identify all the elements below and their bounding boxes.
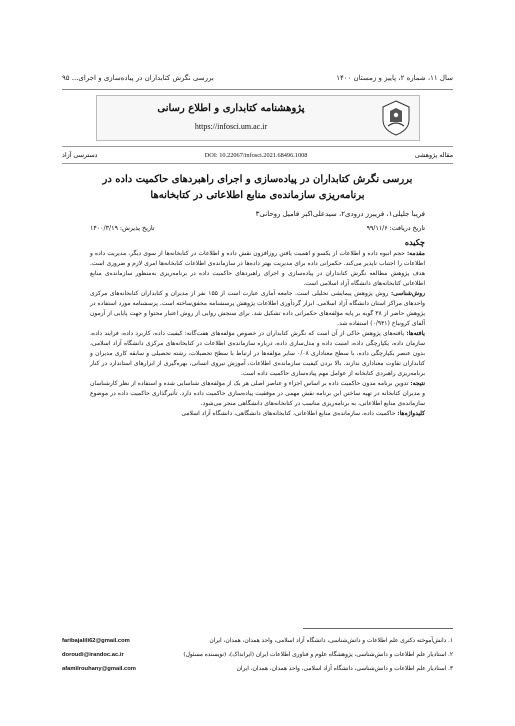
open-access-label: دسترسی آزاد xyxy=(62,151,98,159)
article-dates xyxy=(90,225,425,232)
short-title-page: بررسی نگرش کتابداران در پیاده‌سازی و اجرای... ۹۵ xyxy=(62,74,214,82)
abstract-introduction xyxy=(90,249,425,289)
article-title-line-2: برنامه‌ریزی سازمانده‌ی منابع اطلاعاتی در کتابخانه‌ها xyxy=(150,190,365,201)
journal-title: پژوهشنامه کتابداری و اطلاع رسانی xyxy=(157,103,305,114)
author-email-link[interactable]: afamilrouhany@gmail.com xyxy=(62,666,136,672)
findings-label: یافته‌ها: xyxy=(406,330,425,337)
abstract-heading: چکیده xyxy=(404,237,425,247)
keywords-label: کلیدواژه‌ها: xyxy=(397,410,425,417)
footnote-item xyxy=(62,648,453,662)
accepted-date: تاریخ پذیرش: ۱۴۰۰/۳/۱۹ xyxy=(90,225,155,232)
journal-url[interactable]: https://infosci.um.ac.ir xyxy=(194,122,268,131)
abstract-body xyxy=(90,249,425,419)
findings-text: یافته‌های پژوهش حاکی از آن است که نگرش کتابداران در خصوص مؤلفه‌های هفت‌گانه: کیفیت داده، کاربرد داده، فرایند داده، سازمان داده، یکپارچگی داده، امنیت داده و مدل‌سازی داده، درباره سازمانده‌ی اطلاعات در کتابخانه‌های مرکزی دانشگاه آزاد اسلامی، بدون عنصر یکپارچگی داده، با سطح معناداری ۰/۰۸ سایر مؤلفه‌ها در ارتباط با سطح تحصیلات، رشته تحصیلی و سابقه کاری مدیران و کتابداران تفاوت معناداری ندارند. بالا بردن کیفیت سازمانده‌ی اطلاعات، آموزش نیروی انسانی، بهره‌گیری از ابزارهای استاندارد در کنار برنامه‌ریزی راهبردی کتابخانه از عوامل مهم پیاده‌سازی حاکمیت داده است. xyxy=(90,330,425,377)
author-list: فریبا جلیلی۱، فریبرز درودی۲، سیدعلی‌اکبر فامیل روحانی۳ xyxy=(255,210,425,218)
introduction-text: حجم انبوه داده و اطلاعات از یکسو و اهمیت یافتن روزافزون نقش داده و اطلاعات در کتابخانه‌ها از سوی دیگر، مدیریت داده و اطلاعات را اجتناب ناپذیر می‌کند. حکمرانی داده برای مدیریت بهتر داده‌ها در سازمانده‌ی اطلاعات کتابخانه‌ها امری لازم و ضروری است. هدف پژوهش مطالعه نگرش کتابداران در پیاده‌سازی و اجرای راهبردهای حاکمیت داده در برنامه‌ریزی به‌منظور سازمانده‌ی منابع اطلاعاتی کتابخانه‌های دانشگاه آزاد اسلامی است. xyxy=(90,250,425,287)
footnote-affiliation: ۱. دانش‌آموخته دکتری علم اطلاعات و دانش‌شناسی، دانشگاه آزاد اسلامی، واحد همدان، همدان، ایران xyxy=(209,638,453,644)
method-label: روش‌شناسی: xyxy=(390,290,425,297)
author-email-link[interactable]: faribajalili62@gmail.com xyxy=(62,638,130,644)
doi-link[interactable]: DOI: 10.22067/infosci.2021.68496.1008 xyxy=(204,151,308,159)
journal-banner xyxy=(96,95,420,141)
footnote-divider xyxy=(303,628,453,629)
received-date: تاریخ دریافت: ۹۹/۱۱/۶ xyxy=(366,225,425,232)
conclusion-text: تدوین برنامه مدون حاکمیت داده بر اساس اجزاء و عناصر اصلی هر یک از مؤلفه‌های شناسایی شده و استفاده از نظر کارشناسان و مدیران کتابخانه در تهیه ساختن این برنامه نقش مهمی در موفقیت پیاده‌سازی حاکمیت داده دارد. تأثیرگذاری حاکمیت داده در موضوع سازمانده‌ی منابع اطلاعاتی، به برنامه‌ریزی مناسب در کتابخانه‌های دانشگاهی منجر می‌شود. xyxy=(90,380,425,407)
article-title xyxy=(80,172,435,204)
footnotes xyxy=(62,634,453,676)
issue-info: سال ۱۱، شماره ۲، پاییز و زمستان ۱۴۰۰ xyxy=(336,74,453,82)
footnote-affiliation: ۲. استادیار علم اطلاعات و دانش‌شناسی، پژوهشگاه علوم و فناوری اطلاعات ایران (ایرانداک)، (نویسنده مسئول) xyxy=(183,652,453,658)
footnote-item xyxy=(62,662,453,676)
abstract-findings xyxy=(90,329,425,379)
university-logo-icon xyxy=(381,100,411,136)
author-email-link[interactable]: doroudi@irandoc.ac.ir xyxy=(62,652,124,658)
abstract-keywords xyxy=(90,409,425,419)
abstract-method xyxy=(90,289,425,329)
footnote-item xyxy=(62,634,453,648)
introduction-label: مقدمه: xyxy=(406,250,425,257)
abstract-conclusion xyxy=(90,379,425,409)
conclusion-label: نتیجه: xyxy=(410,380,425,387)
article-title-line-1: بررسی نگرش کتابداران در پیاده‌سازی و اجرای راهبردهای حاکمیت داده در xyxy=(102,174,413,185)
method-text: روش پژوهش پیمایشی تحلیلی است. جامعه آماری عبارت است از ۱۵۵ نفر از مدیران و کتابداران کتابخانه‌های مرکزی واحدهای مراکز استان دانشگاه آزاد اسلامی. ابزار گردآوری اطلاعات پژوهش پرسشنامه محقق‌ساخته است. پرسشنامه مورد استفاده در پژوهش حاضر از ۳۸ گویه بر پایه مؤلفه‌های حکمرانی داده تشکیل شد. برای سنجش روایی از روش اعتبار محتوا و جهت پایایی از آزمون آلفای کرونباخ (۰/۹۴۱) استفاده شد. xyxy=(90,290,426,327)
keywords-text: حاکمیت داده، سازمانده‌ی منابع اطلاعاتی، کتابخانه‌های دانشگاهی، دانشگاه آزاد اسلامی xyxy=(181,410,396,417)
article-meta-row xyxy=(62,146,453,164)
running-header xyxy=(62,70,453,90)
footnote-affiliation: ۳. استادیار علم اطلاعات و دانش‌شناسی، دانشگاه آزاد اسلامی، واحد همدان، همدان، ایران xyxy=(236,666,453,672)
article-type: مقاله پژوهشی xyxy=(414,151,453,159)
